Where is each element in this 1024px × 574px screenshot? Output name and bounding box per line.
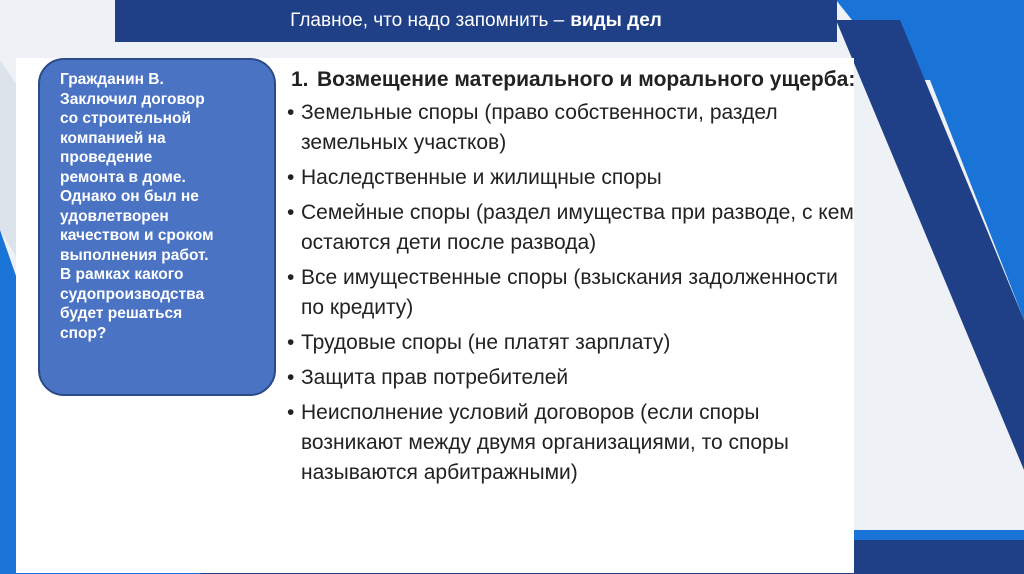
list-item — [287, 398, 857, 488]
list-item-text: Земельные споры (право собственности, раздел земельных участков) — [301, 101, 778, 154]
case-description-box: Гражданин В. Заключил договор со строительной компанией на проведение ремонта в доме. Однако он был не удовлетворен качеством и сроком выполнения работ. В рамках какого судопроизводства будет решаться спор? — [38, 58, 276, 396]
case-types-content — [287, 66, 857, 493]
list-item — [287, 98, 857, 158]
slide-title-prefix: Главное, что надо запомнить – — [290, 10, 565, 31]
slide-title — [115, 0, 837, 42]
list-item-text: Защита прав потребителей — [301, 366, 569, 389]
bullet-icon: • — [287, 366, 295, 389]
list-item — [287, 328, 857, 358]
bullet-icon: • — [287, 331, 295, 354]
section-heading-number: 1. — [291, 68, 309, 91]
list-item — [287, 263, 857, 323]
bullet-icon: • — [287, 166, 295, 189]
bullet-icon: • — [287, 266, 295, 289]
list-item — [287, 163, 857, 193]
bullet-icon: • — [287, 401, 295, 424]
list-item-text: Все имущественные споры (взыскания задолженности по кредиту) — [301, 266, 838, 319]
bullet-icon: • — [287, 201, 295, 224]
list-item — [287, 198, 857, 258]
bullet-icon: • — [287, 101, 295, 124]
slide-title-bold: виды дел — [570, 10, 662, 31]
list-item-text: Наследственные и жилищные споры — [301, 166, 662, 189]
section-heading-text: Возмещение материального и морального ущерба: — [317, 68, 856, 91]
list-item-text: Семейные споры (раздел имущества при разводе, с кем остаются дети после развода) — [301, 201, 854, 254]
list-item-text: Неисполнение условий договоров (если споры возникают между двумя организациями, то споры называются арбитражными) — [301, 401, 789, 484]
list-item — [287, 363, 857, 393]
list-item-text: Трудовые споры (не платят зарплату) — [301, 331, 671, 354]
section-heading — [291, 66, 857, 94]
case-types-list — [287, 98, 857, 488]
